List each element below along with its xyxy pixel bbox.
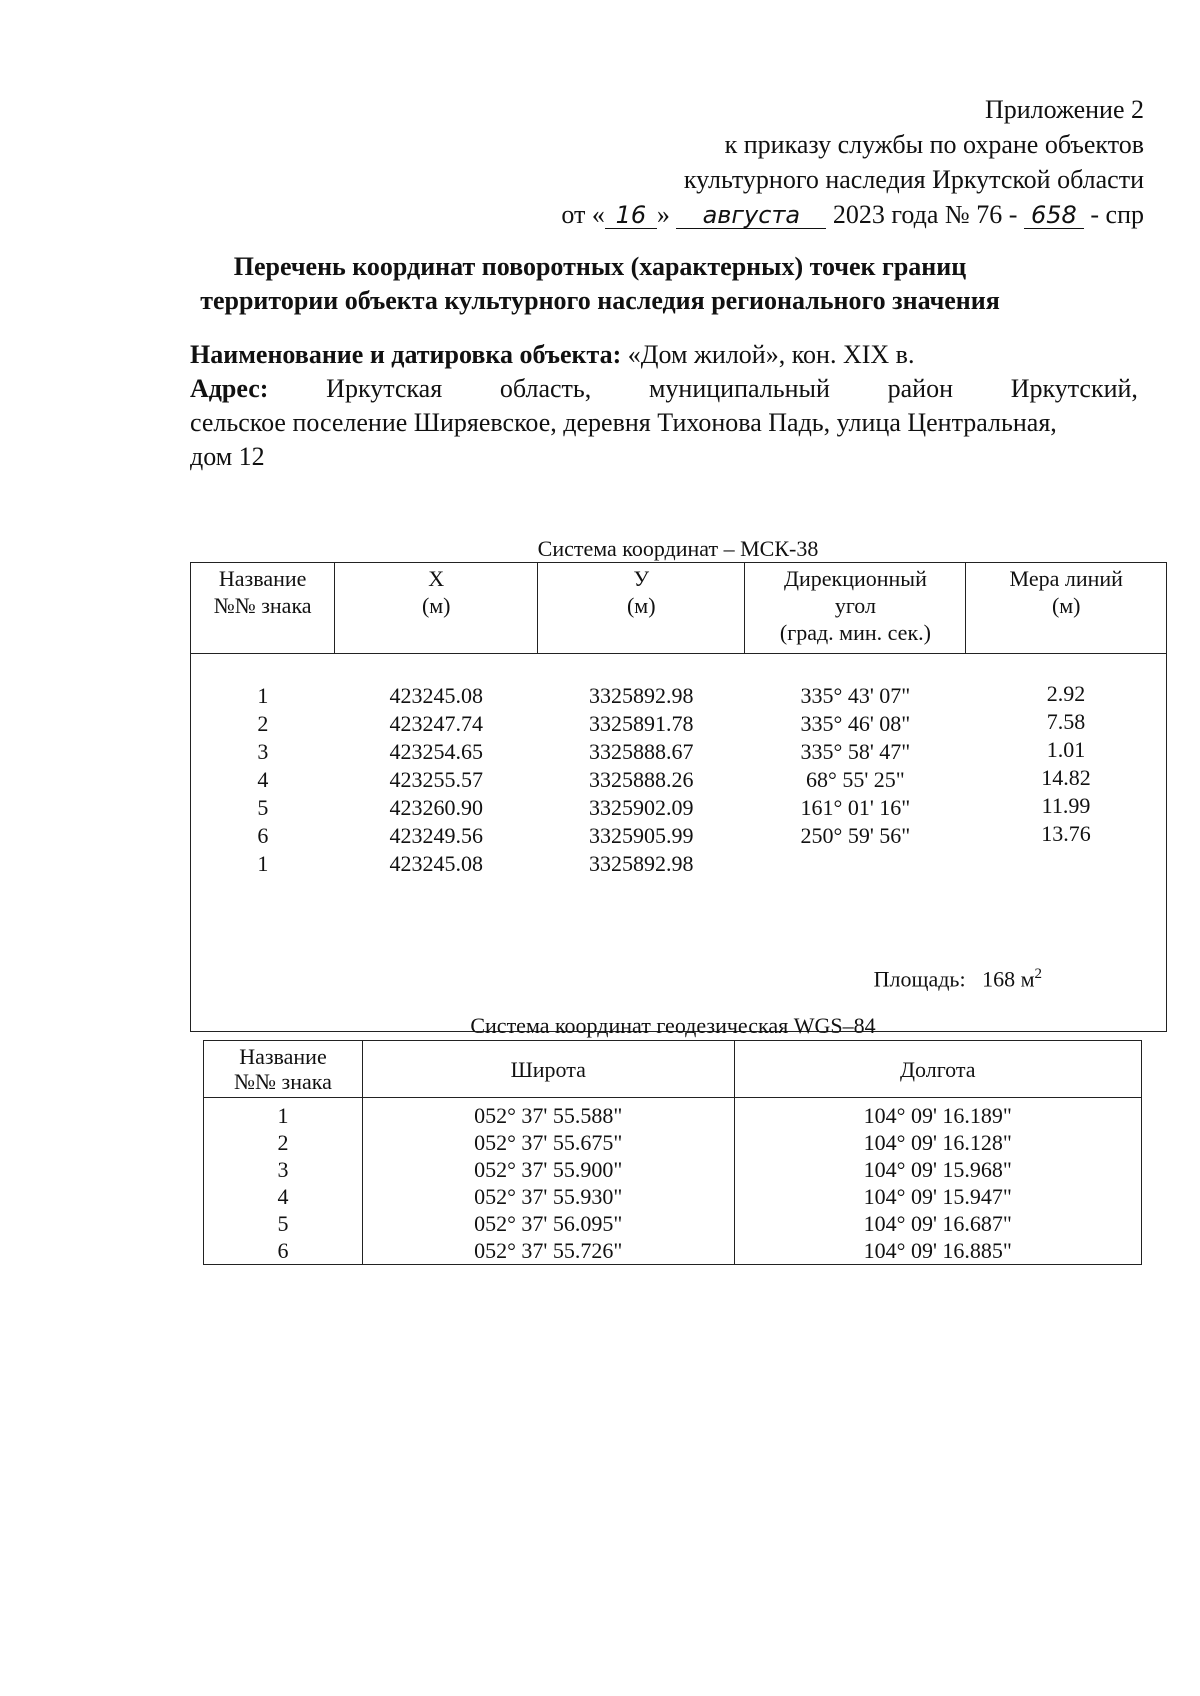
msk-header-name: Название №№ знака [191, 563, 335, 654]
msk-header-x: Х (м) [335, 563, 538, 654]
date-mid: » [656, 200, 670, 229]
table-cell: 052° 37' 55.588" [362, 1098, 734, 1130]
handwritten-day: 16 [605, 202, 657, 229]
handwritten-month: августа [676, 202, 826, 229]
agency-name: культурного наследия Иркутской области [683, 165, 1144, 194]
area-value: 168 м [982, 965, 1035, 991]
order-date-line [561, 197, 1144, 232]
table-cell: 3325891.78 [589, 711, 694, 736]
table-cell: 052° 37' 55.726" [362, 1237, 734, 1265]
table-cell: 1.01 [1046, 737, 1086, 762]
table-cell: 1 [257, 683, 269, 708]
table-cell: 052° 37' 55.900" [362, 1156, 734, 1183]
table-cell: 5 [204, 1210, 363, 1237]
table-cell: 3 [257, 739, 269, 764]
title-line-1: Перечень координат поворотных (характерных) точек границ [233, 252, 967, 281]
table-cell: 423255.57 [389, 767, 483, 792]
table-cell: 104° 09' 16.885" [734, 1237, 1141, 1265]
address-word: Иркутская [326, 374, 443, 403]
msk-col-angle [745, 654, 966, 960]
table-cell: 1 [257, 851, 269, 876]
appendix-header [561, 92, 1144, 232]
table-cell: 335° 58' 47" [800, 739, 911, 764]
document-title [100, 250, 1100, 318]
table-cell: 104° 09' 16.687" [734, 1210, 1141, 1237]
table-cell: 6 [257, 823, 269, 848]
msk-header-y: У (м) [538, 563, 745, 654]
table-cell: 104° 09' 16.128" [734, 1129, 1141, 1156]
table-cell: 335° 46' 08" [800, 711, 911, 736]
msk-col-x [335, 654, 538, 960]
table-cell: 3 [204, 1156, 363, 1183]
handwritten-order-number: 658 [1024, 202, 1084, 229]
table-cell: 4 [204, 1183, 363, 1210]
table-cell: 052° 37' 55.675" [362, 1129, 734, 1156]
table-cell: 423245.08 [389, 683, 483, 708]
table-row [204, 1183, 1142, 1210]
table-row [204, 1156, 1142, 1183]
order-suffix: - спр [1090, 200, 1144, 229]
msk-col-name [191, 654, 335, 960]
title-line-2: территории объекта культурного наследия регионального значения [200, 286, 1000, 315]
table-cell: 13.76 [1041, 821, 1091, 846]
address-line-2: сельское поселение Ширяевское, деревня Тихонова Падь, улица Центральная, [190, 408, 1057, 437]
wgs-coordinates-table [203, 1040, 1142, 1265]
msk-table-caption: Система координат – МСК-38 [537, 536, 819, 561]
date-suffix: 2023 года № 76 - [832, 200, 1018, 229]
area-label: Площадь: [873, 965, 966, 991]
table-cell: 423260.90 [389, 795, 483, 820]
table-cell: 1 [204, 1098, 363, 1130]
table-cell: 104° 09' 16.189" [734, 1098, 1141, 1130]
wgs-header-lat: Широта [362, 1041, 734, 1098]
area-unit-exponent: 2 [1034, 965, 1042, 982]
table-cell: 68° 55' 25" [806, 767, 905, 792]
address-word: область, [499, 374, 592, 403]
address-line-1 [190, 372, 1138, 406]
table-cell: 3325902.09 [589, 795, 694, 820]
address-label: Адрес: [190, 374, 269, 403]
msk-coordinates-table [190, 562, 1167, 1032]
msk-col-length [966, 654, 1167, 960]
table-cell: 2 [204, 1129, 363, 1156]
wgs-header-lon: Долгота [734, 1041, 1141, 1098]
address-word: муниципальный [648, 374, 830, 403]
table-cell: 3325888.26 [589, 767, 694, 792]
msk-body-row [191, 654, 1167, 960]
table-cell: 4 [257, 767, 269, 792]
table-cell: 423249.56 [389, 823, 483, 848]
table-cell: 052° 37' 55.930" [362, 1183, 734, 1210]
table-cell: 3325892.98 [589, 851, 694, 876]
object-name-value: «Дом жилой», кон. XIX в. [627, 340, 915, 369]
object-name-label: Наименование и датировка объекта: [190, 340, 622, 369]
table-cell: 335° 43' 07" [800, 683, 911, 708]
address-line-3: дом 12 [190, 442, 265, 471]
table-row [204, 1237, 1142, 1265]
wgs-table-caption: Система координат геодезическая WGS–84 [470, 1013, 876, 1038]
table-cell: 5 [257, 795, 269, 820]
table-row [204, 1098, 1142, 1130]
table-cell: 423254.65 [389, 739, 483, 764]
table-cell: 104° 09' 15.968" [734, 1156, 1141, 1183]
order-reference: к приказу службы по охране объектов [724, 130, 1144, 159]
object-name-line [190, 338, 1138, 372]
table-cell: 7.58 [1046, 709, 1086, 734]
table-cell: 11.99 [1041, 793, 1091, 818]
appendix-number: Приложение 2 [984, 95, 1144, 124]
table-cell: 14.82 [1041, 765, 1091, 790]
address-word: район [887, 374, 953, 403]
table-cell: 2 [257, 711, 269, 736]
table-row [204, 1210, 1142, 1237]
msk-header-row [191, 563, 1167, 654]
table-cell: 423247.74 [389, 711, 483, 736]
table-cell: 161° 01' 16" [800, 795, 911, 820]
address-word: Иркутский, [1010, 374, 1138, 403]
table-row [204, 1129, 1142, 1156]
table-cell: 2.92 [1046, 681, 1086, 706]
table-cell: 6 [204, 1237, 363, 1265]
wgs-header-name: Название №№ знака [204, 1041, 363, 1098]
date-prefix: от « [561, 200, 605, 229]
msk-col-y [538, 654, 745, 960]
table-cell: 052° 37' 56.095" [362, 1210, 734, 1237]
table-cell: 3325905.99 [589, 823, 694, 848]
wgs-header-row [204, 1041, 1142, 1098]
table-cell: 3325892.98 [589, 683, 694, 708]
table-cell: 423245.08 [389, 851, 483, 876]
table-cell: 104° 09' 15.947" [734, 1183, 1141, 1210]
table-cell: 250° 59' 56" [800, 823, 911, 848]
msk-header-angle: Дирекционный угол (град. мин. сек.) [745, 563, 966, 654]
object-info [190, 338, 1138, 474]
msk-header-length: Мера линий (м) [966, 563, 1167, 654]
table-cell: 3325888.67 [589, 739, 694, 764]
